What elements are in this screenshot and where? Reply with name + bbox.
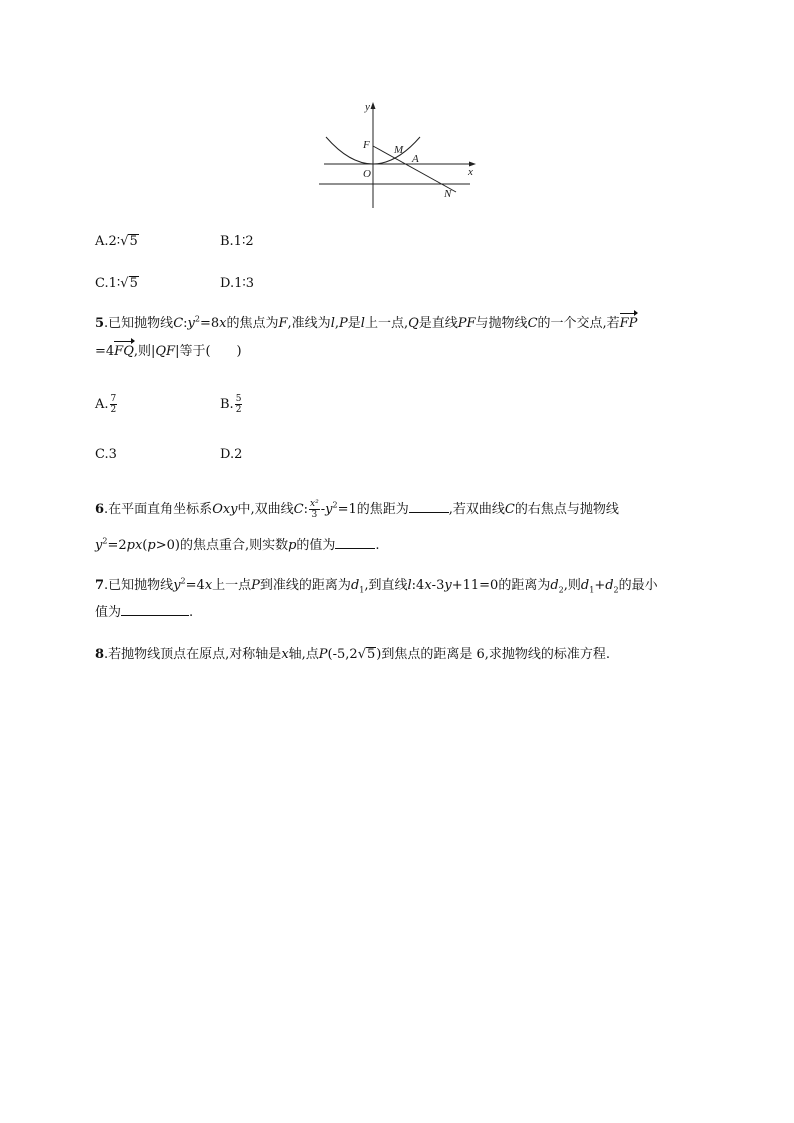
q6-stem-line1: 6.在平面直角坐标系Oxy中,双曲线C: $\frac{\text{x²}}{3}$ $-y^2=1$的焦距为 ,若双曲线C的右焦点与抛物线 bbox=[95, 499, 619, 520]
q6-blank-1[interactable] bbox=[409, 500, 449, 513]
label-y: y bbox=[365, 101, 370, 113]
vector-FP: FP bbox=[619, 316, 638, 331]
q4-option-c: C.1∶√5 bbox=[95, 276, 138, 291]
vector-FQ: FQ bbox=[114, 344, 134, 359]
q6-stem-line2: $y^2=2px(p>0)$的焦点重合,则实数p的值为 . bbox=[95, 536, 380, 553]
q5-option-c: C.3 bbox=[95, 447, 117, 462]
q8-stem: 8.若抛物线顶点在原点,对称轴是x轴,点P(-5,2√5)到焦点的距离是 6,求抛物线的标准方程. bbox=[95, 647, 611, 662]
parabola-figure bbox=[316, 100, 480, 210]
q5-option-b: B. $\frac{5}{2}$ bbox=[220, 394, 242, 415]
q4-option-d: D.1∶3 bbox=[220, 276, 255, 291]
label-x: x bbox=[468, 166, 473, 178]
label-F: F bbox=[363, 139, 370, 151]
label-N: N bbox=[444, 188, 452, 200]
q7-stem-line1: 7.已知抛物线$y^2=4x$上一点P到准线的距离为$d_1$,到直线l:4x-3y+11=0的距离为$d_2$,则$d_1+d_2$的最小 bbox=[95, 576, 658, 595]
q5-stem-line1: 5.已知抛物线$C:y^2=8x$的焦点为F,准线为l,P是l上一点,Q是直线PF与抛物线C的一个交点,若FP bbox=[95, 314, 638, 331]
q7-blank[interactable] bbox=[121, 603, 189, 616]
q4-option-a: A.2∶√5 bbox=[95, 234, 138, 249]
q4-option-b: B.1∶2 bbox=[220, 234, 254, 249]
y-axis-arrow bbox=[371, 102, 376, 109]
label-M: M bbox=[394, 144, 404, 156]
parabola-diagram bbox=[316, 100, 480, 210]
q5-option-d: D.2 bbox=[220, 447, 243, 462]
q5-stem-line2: =4FQ,则|QF|等于( ) bbox=[95, 344, 242, 359]
label-O: O bbox=[363, 168, 371, 180]
q5-option-a: A. $\frac{7}{2}$ bbox=[95, 394, 117, 415]
label-A: A bbox=[412, 153, 419, 165]
q6-blank-2[interactable] bbox=[335, 536, 375, 549]
q7-stem-line2: 值为 . bbox=[95, 605, 194, 620]
